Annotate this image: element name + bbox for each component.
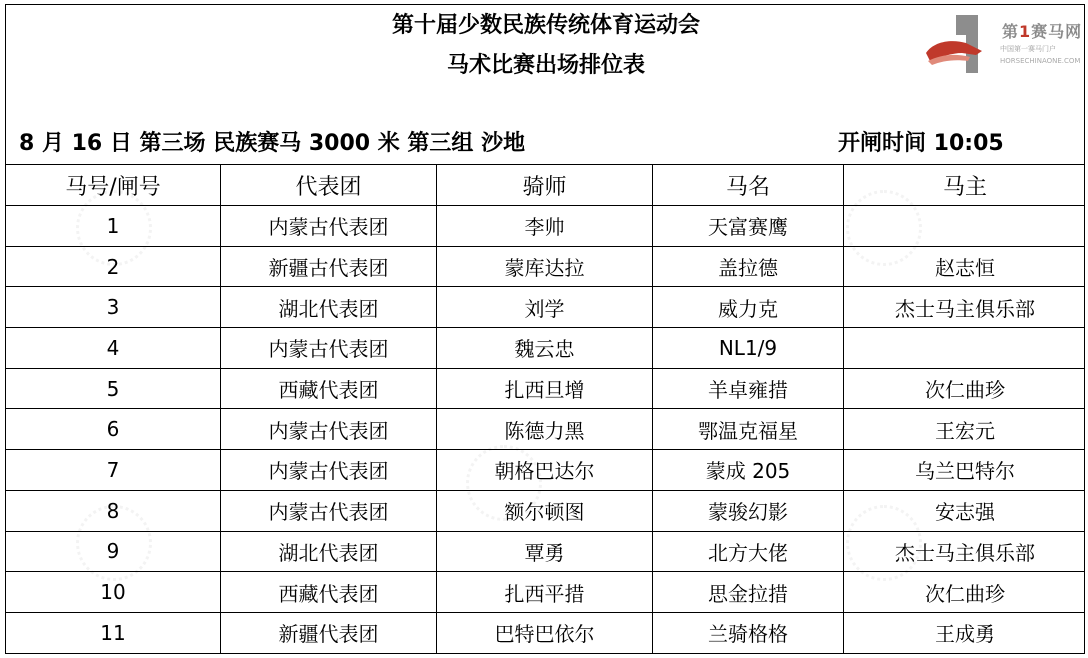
gate-number-cell: 11 [6,612,221,653]
column-header-jockey: 骑师 [437,165,653,206]
horse-name-cell: 威力克 [653,287,844,328]
gate-number-cell: 8 [6,490,221,531]
owner-cell: 乌兰巴特尔 [844,450,1086,491]
owner-cell: 王宏元 [844,409,1086,450]
gate-number-cell: 2 [6,246,221,287]
gate-number-cell: 3 [6,287,221,328]
jockey-cell: 覃勇 [437,531,653,572]
logo-tagline: 中国第一赛马门户 [1000,45,1056,53]
table-row [6,531,1086,572]
table-row [6,409,1086,450]
race-info-line [6,129,1085,159]
owner-cell: 杰士马主俱乐部 [844,531,1086,572]
horse-name-cell: 羊卓雍措 [653,368,844,409]
column-header-owner: 马主 [844,165,1086,206]
document-title: 第十届少数民族传统体育运动会 [391,12,700,38]
logo-brand-text: 第1赛马网 [1002,22,1083,41]
delegation-cell: 内蒙古代表团 [221,409,437,450]
table-row [6,246,1086,287]
delegation-cell: 西藏代表团 [221,572,437,613]
horse-name-cell: 蒙骏幻影 [653,490,844,531]
delegation-cell: 内蒙古代表团 [221,328,437,369]
jockey-cell: 刘学 [437,287,653,328]
owner-cell [844,328,1086,369]
jockey-cell: 额尔顿图 [437,490,653,531]
gate-number-cell: 6 [6,409,221,450]
gate-number-cell: 10 [6,572,221,613]
delegation-cell: 新疆代表团 [221,612,437,653]
horse-name-cell: 思金拉措 [653,572,844,613]
table-row [6,450,1086,491]
horse-name-cell: 盖拉德 [653,246,844,287]
site-logo [922,13,1082,79]
logo-url: HORSECHINAONE.COM [1000,57,1081,65]
column-header-delegation: 代表团 [221,165,437,206]
table-row [6,490,1086,531]
jockey-cell: 魏云忠 [437,328,653,369]
jockey-cell: 蒙库达拉 [437,246,653,287]
jockey-cell: 朝格巴达尔 [437,450,653,491]
jockey-cell: 扎西旦增 [437,368,653,409]
owner-cell: 赵志恒 [844,246,1086,287]
jockey-cell: 陈德力黑 [437,409,653,450]
delegation-cell: 内蒙古代表团 [221,206,437,247]
owner-cell: 王成勇 [844,612,1086,653]
horse-name-cell: 兰骑格格 [653,612,844,653]
table-header-row [6,165,1086,206]
owner-cell [844,206,1086,247]
column-header-horse: 马名 [653,165,844,206]
horse-name-cell: 蒙成 205 [653,450,844,491]
horse-name-cell: NL1/9 [653,328,844,369]
jockey-cell: 巴特巴依尔 [437,612,653,653]
gate-number-cell: 4 [6,328,221,369]
gate-number-cell: 5 [6,368,221,409]
delegation-cell: 湖北代表团 [221,531,437,572]
horse-name-cell: 天富赛鹰 [653,206,844,247]
owner-cell: 次仁曲珍 [844,368,1086,409]
horse-name-cell: 鄂温克福星 [653,409,844,450]
document-subtitle: 马术比赛出场排位表 [446,52,645,78]
table-row [6,287,1086,328]
gate-number-cell: 1 [6,206,221,247]
gate-number-cell: 9 [6,531,221,572]
table-row [6,368,1086,409]
gate-time: 开闸时间 10:05 [838,131,1004,156]
start-list-table [5,164,1085,654]
delegation-cell: 内蒙古代表团 [221,490,437,531]
delegation-cell: 湖北代表团 [221,287,437,328]
table-row [6,572,1086,613]
delegation-cell: 西藏代表团 [221,368,437,409]
race-summary: 8 月 16 日 第三场 民族赛马 3000 米 第三组 沙地 [19,131,526,156]
jockey-cell: 扎西平措 [437,572,653,613]
column-header-gate: 马号/闸号 [6,165,221,206]
gate-number-cell: 7 [6,450,221,491]
owner-cell: 安志强 [844,490,1086,531]
table-row [6,206,1086,247]
table-row [6,612,1086,653]
jockey-cell: 李帅 [437,206,653,247]
horse-logo-icon [922,13,998,79]
owner-cell: 杰士马主俱乐部 [844,287,1086,328]
start-list-sheet [5,4,1085,654]
horse-name-cell: 北方大佬 [653,531,844,572]
owner-cell: 次仁曲珍 [844,572,1086,613]
delegation-cell: 新疆古代表团 [221,246,437,287]
delegation-cell: 内蒙古代表团 [221,450,437,491]
table-row [6,328,1086,369]
